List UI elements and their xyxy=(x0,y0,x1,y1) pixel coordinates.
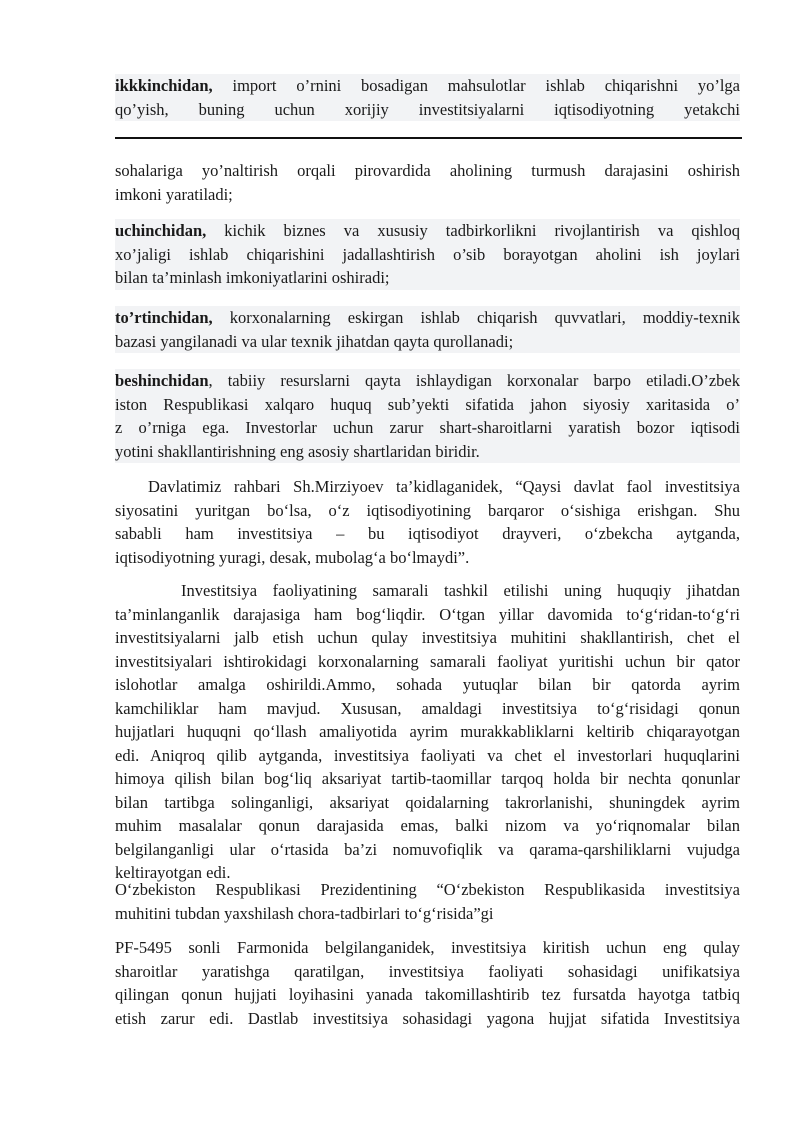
text-line xyxy=(115,74,740,98)
text-line: himoya qilish bilan bog‘liq aksariyat tartib-taomillar tarqoq holda bir nechta qonunlar xyxy=(115,769,740,788)
text-line xyxy=(115,306,740,330)
text-line: O‘zbekiston Respublikasi Prezidentining “O‘zbekiston Respublikasida investitsiya xyxy=(115,880,740,899)
paragraph-investment-activity xyxy=(115,579,740,885)
text-line: sohalariga yo’naltirish orqali pirovardida aholining turmush darajasini oshirish xyxy=(115,161,740,180)
text-line: iston Respublikasi xalqaro huquq sub’yekti sifatida jahon siyosiy xaritasida o’ xyxy=(115,394,740,414)
text-span: kichik biznes va xususiy tadbirkorlikni rivojlantirish va qishloq xyxy=(224,221,741,240)
text-line xyxy=(115,219,740,243)
paragraph-beshinchidan xyxy=(115,369,740,463)
text-line: Davlatimiz rahbari Sh.Mirziyoev ta’kidlaganidek, “Qaysi davlat faol investitsiya xyxy=(148,477,740,496)
text-line: ta’minlanganlik darajasiga ham bog‘liqdir. O‘tgan yillar davomida to‘g‘ridan-to‘g‘ri xyxy=(115,604,740,624)
text-line: keltirayotgan edi. xyxy=(115,863,231,882)
text-line: muhim masalalar qonun darajasida emas, balki nizom va yo‘riqnomalar bilan xyxy=(115,816,740,835)
paragraph-president-decree xyxy=(115,878,740,925)
text-line: muhitini tubdan yaxshilash chora-tadbirlari to‘g‘risida”gi xyxy=(115,903,494,923)
text-line: hujjatlari huquqni qo‘llash amaliyotida ayrim murakkabliklarni keltirib chiqarayotgan xyxy=(115,722,740,741)
text-line: investitsiyalarni jalb etish uchun qulay investitsiya muhitini shakllantirish, chet el xyxy=(115,628,740,647)
paragraph-continuation xyxy=(115,159,740,206)
text-line: z o’rniga ega. Investorlar uchun zarur shart-sharoitlarni yaratish bozor iqtisodi xyxy=(115,418,740,437)
text-line: bilan tartibga solinganligi, aksariyat qoidalarning takrorlanishi, shuningdek ayrim xyxy=(115,792,740,812)
text-line: investitsiyalari ishtirokidagi korxonalarning samarali faoliyat yuritishi uchun bir qator xyxy=(115,651,740,671)
text-line: bilan ta’minlash imkoniyatlarini oshiradi; xyxy=(115,268,390,287)
text-span: import o’rnini bosadigan mahsulotlar ishlab chiqarishni yo’lga xyxy=(232,76,741,95)
text-line: siyosatini yuritgan bo‘lsa, o‘z iqtisodiyotining barqaror o‘sishiga erishgan. Shu xyxy=(115,500,740,520)
bold-lead-uchinchidan: uchinchidan, xyxy=(115,221,207,240)
text-line: islohotlar amalga oshirildi.Ammo, sohada yutuqlar bilan bir qatorda ayrim xyxy=(115,675,740,694)
paragraph-uchinchidan xyxy=(115,219,740,290)
text-line: edi. Aniqroq qilib aytganda, investitsiya faoliyati va chet el investorlari huquqlarini xyxy=(115,745,740,765)
bold-lead-tortinchidan: to’rtinchidan, xyxy=(115,308,213,327)
text-line: sababli ham investitsiya – bu iqtisodiyot drayveri, o‘zbekcha aytganda, xyxy=(115,524,740,543)
text-line: belgilanganligi ular o‘rtasida ba’zi nomuvofiqlik va qarama-qarshiliklarni vujudga xyxy=(115,839,740,859)
paragraph-president-quote xyxy=(115,475,740,569)
paragraph-ikkinchidan xyxy=(115,74,740,121)
text-line: yotini shakllantirishning eng asosiy shartlaridan biridir. xyxy=(115,441,480,461)
text-line: PF-5495 sonli Farmonida belgilanganidek, investitsiya kiritish uchun eng qulay xyxy=(115,938,740,957)
text-line: Investitsiya faoliyatining samarali tashkil etilishi uning huquqiy jihatdan xyxy=(181,581,740,600)
bold-lead-beshinchidan: beshinchidan xyxy=(115,371,209,390)
text-line: qo’yish, buning uchun xorijiy investitsiyalarni iqtisodiyotning yetakchi xyxy=(115,99,740,119)
horizontal-rule xyxy=(115,137,742,139)
paragraph-pf-5495 xyxy=(115,936,740,1030)
text-line: iqtisodiyotning yuragi, desak, mubolag‘a bo‘lmaydi”. xyxy=(115,547,470,567)
text-line: imkoni yaratiladi; xyxy=(115,184,233,204)
text-line: kamchiliklar ham mavjud. Xususan, amaldagi investitsiya to‘g‘risidagi qonun xyxy=(115,698,740,718)
paragraph-tortinchidan xyxy=(115,306,740,353)
text-line: etish zarur edi. Dastlab investitsiya sohasidagi yagona hujjat sifatida Investitsiya xyxy=(115,1008,740,1028)
text-line: qilingan qonun hujjati loyihasini yanada takomillashtirib tez fursatda hayotga tatbiq xyxy=(115,985,740,1004)
text-span: , tabiiy resurslarni qayta ishlaydigan korxonalar barpo etiladi.O’zbek xyxy=(208,371,740,390)
text-span: korxonalarning eskirgan ishlab chiqarish quvvatlari, moddiy-texnik xyxy=(229,308,740,327)
bold-lead-ikkinchidan: ikkkinchidan, xyxy=(115,76,213,95)
text-line: bazasi yangilanadi va ular texnik jihatdan qayta qurollanadi; xyxy=(115,331,514,351)
text-line: sharoitlar yaratishga qaratilgan, investitsiya faoliyati sohasidagi unifikatsiya xyxy=(115,961,740,981)
text-line xyxy=(115,369,740,393)
text-line: xo’jaligi ishlab chiqarishini jadallashtirish o’sib borayotgan aholini ish joylari xyxy=(115,244,740,264)
